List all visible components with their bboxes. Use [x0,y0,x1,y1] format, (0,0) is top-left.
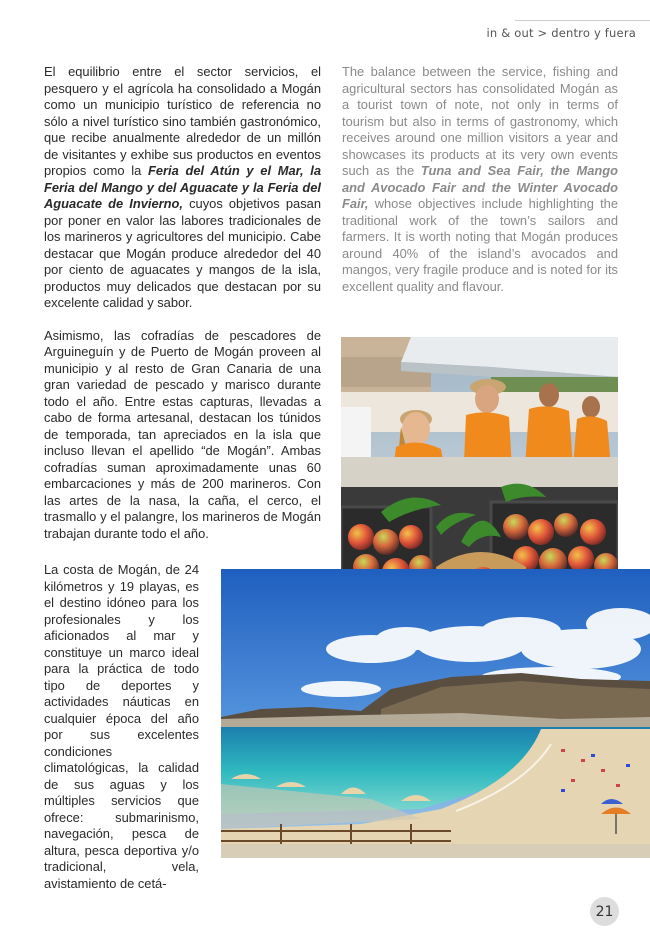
english-paragraph-1: The balance between the service, fishing and agricultural sectors has consolidated Mogán as a tourist town of note, not only in terms of tourism but also in terms of gastronomy, which receives around one million visitors a year and showcases its products at its very own events such as the Tuna and Sea Fair, the Mango and Avocado Fair and the Winter Avocado Fair, whose objectives include highlighting the traditional work of the town’s sailors and farmers. It is worth noting that Mogán produces around 40% of the island’s avocados and mangos, very fragile produce and is noted for its excellent quality and flavour. [342,64,618,294]
spanish-paragraph-3: La costa de Mogán, de 24 kilómetros y 19 playas, es el destino idóneo para los profesionales y los aficionados al mar y constituye un marco ideal para la práctica de todo tipo de deportes y actividades náuticas en cualquier época del año por sus excelentes condiciones climatológicas, la calidad de sus aguas y los múltiples servicios que ofrece: submarinismo, navegación, pesca de altura, pesca deportiva y/o tradicional, vela, avistamiento de cetá- [44,562,199,891]
english-column [342,64,618,295]
header-rule [515,20,650,47]
section-header [486,24,650,42]
spanish-column [44,64,321,542]
section-title: in & out > dentro y fuera [486,26,636,40]
page-number: 21 [590,897,619,926]
spanish-events: Feria del Atún y el Mar, la Feria del Mango y del Aguacate y la Feria del Aguacate de Invierno, [44,163,321,211]
spanish-coast-column [44,562,199,892]
beach-photo [221,569,650,858]
english-events: Tuna and Sea Fair, the Mango and Avocado Fair and the Winter Avocado Fair, [342,163,618,211]
spanish-paragraph-2: Asimismo, las cofradías de pescadores de Arguineguín y de Puerto de Mogán proveen al municipio y al resto de Gran Canaria de una gran variedad de pescado y marisco durante todo el año. Entre estas capturas, llevadas a cabo de forma artesanal, destacan los túnidos de temporada, tan apreciados en la isla que incluso llevan el apellido “de Mogán”. Ambas cofradías suman aproximadamente unas 60 embarcaciones y más de 200 marineros. Con las artes de la nasa, la caña, el cerco, el trasmallo y el palangre, los marineros de Mogán trabajan durante todo el año. [44,327,321,541]
spanish-paragraph-1: El equilibrio entre el sector servicios, el pesquero y el agrícola ha consolidado a Mogán como un municipio turístico de referencia no sólo a nivel turístico sino también gastronómico, que recibe anualmente alrededor de un millón de visitantes y exhibe sus productos en eventos propios como la Feria del Atún y el Mar, la Feria del Mango y del Aguacate y la Feria del Aguacate de Invierno, cuyos objetivos pasan por poner en valor las labores tradicionales de los marineros y agricultores del municipio. Cabe destacar que Mogán produce alrededor del 40 por ciento de aguacates y mangos de la isla, productos muy delicados que destacan por su excelente calidad y sabor. [44,64,321,310]
